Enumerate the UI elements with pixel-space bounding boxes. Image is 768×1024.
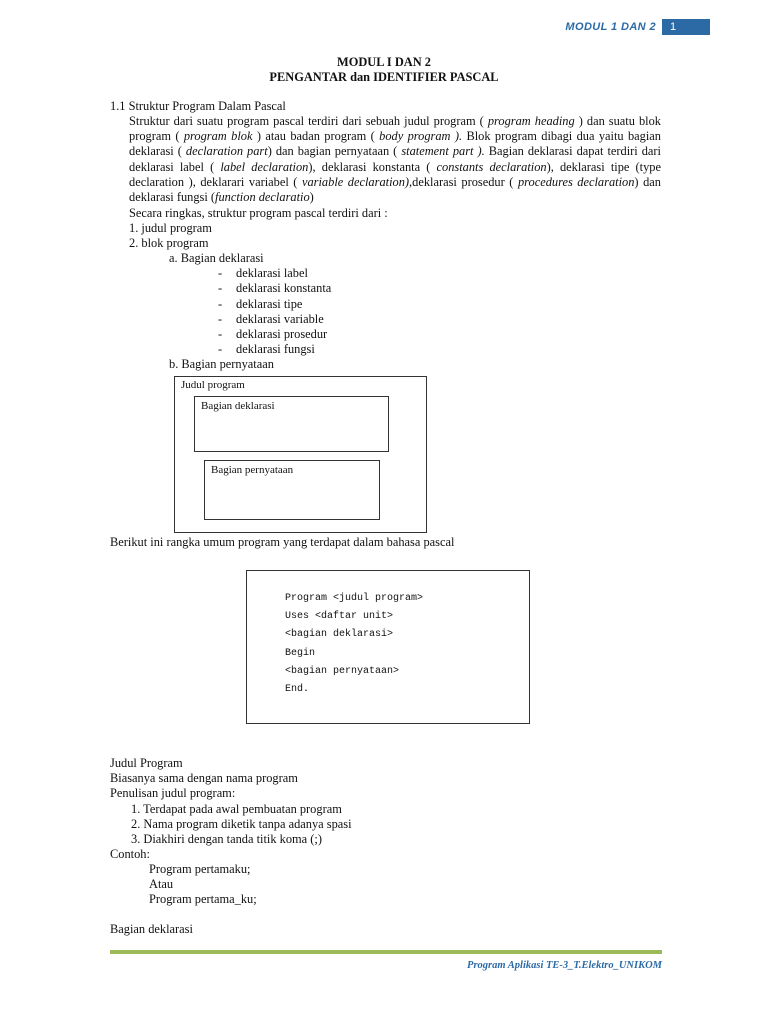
code-line: Begin: [285, 648, 316, 659]
decl-item: deklarasi variable: [236, 312, 324, 326]
judul-line: Biasanya sama dengan nama program: [110, 771, 298, 785]
code-line: Uses <daftar unit>: [285, 611, 394, 622]
judul-heading: Judul Program: [110, 756, 183, 770]
diagram-stmt-label: Bagian pernyataan: [211, 464, 294, 476]
dash-bullet: -: [218, 342, 223, 356]
list-item: 2. blok program: [129, 236, 209, 250]
rule-item: 3. Diakhiri dengan tanda titik koma (;): [131, 832, 322, 846]
doc-title-line2: PENGANTAR dan IDENTIFIER PASCAL: [269, 70, 499, 84]
dash-bullet: -: [218, 266, 223, 280]
code-skeleton-box: [246, 570, 530, 724]
next-section-heading: Bagian deklarasi: [110, 922, 193, 936]
rule-item: 1. Terdapat pada awal pembuatan program: [131, 802, 342, 816]
code-line: <bagian deklarasi>: [285, 629, 394, 640]
footer-rule: [110, 950, 662, 954]
section-heading: 1.1 Struktur Program Dalam Pascal: [110, 99, 286, 113]
code-line: <bagian pernyataan>: [285, 666, 400, 677]
contoh-label: Contoh:: [110, 847, 150, 861]
doc-title-line1: MODUL I DAN 2: [337, 55, 431, 69]
dash-bullet: -: [218, 297, 223, 311]
rule-item: 2. Nama program diketik tanpa adanya spasi: [131, 817, 352, 831]
list-item: 1. judul program: [129, 221, 212, 235]
code-intro: Berikut ini rangka umum program yang terdapat dalam bahasa pascal: [110, 535, 455, 549]
footer-text: Program Aplikasi TE-3_T.Elektro_UNIKOM: [467, 960, 662, 971]
diagram-decl-box: [194, 396, 389, 452]
intro-paragraph: Struktur dari suatu program pascal terdiri dari sebuah judul program ( program heading ) dan suatu blok program ( program blok ) atau badan program ( body program ). Blok program dibagi dua yaitu bagian deklarasi ( declaration part) dan bagian pernyataan ( statement part ). Bagian deklarasi dapat terdiri dari deklarasi label ( label declaration), deklarasi konstanta ( constants declaration), deklarasi tipe (type declaration ), deklarari variabel ( variable declaration),deklarasi prosedur ( procedures declaration) dan deklarasi fungsi (function declaratio): [129, 114, 662, 205]
header-module-label: MODUL 1 DAN 2: [565, 21, 656, 33]
code-line: Program <judul program>: [285, 593, 424, 604]
judul-line: Penulisan judul program:: [110, 786, 236, 800]
page-number-badge: 1: [662, 19, 710, 35]
summary-line: Secara ringkas, struktur program pascal terdiri dari :: [129, 206, 388, 220]
dash-bullet: -: [218, 281, 223, 295]
diagram-decl-label: Bagian deklarasi: [201, 400, 275, 412]
example-line: Program pertamaku;: [149, 862, 251, 876]
diagram-stmt-box: [204, 460, 380, 520]
example-line: Program pertama_ku;: [149, 892, 257, 906]
decl-item: deklarasi prosedur: [236, 327, 328, 341]
dash-bullet: -: [218, 312, 223, 326]
example-line: Atau: [149, 877, 174, 891]
decl-item: deklarasi label: [236, 266, 308, 280]
code-line: End.: [285, 684, 310, 695]
sub-item-b: b. Bagian pernyataan: [169, 357, 274, 371]
diagram-outer-label: Judul program: [181, 379, 245, 391]
decl-item: deklarasi tipe: [236, 297, 303, 311]
decl-item: deklarasi fungsi: [236, 342, 315, 356]
dash-bullet: -: [218, 327, 223, 341]
decl-item: deklarasi konstanta: [236, 281, 332, 295]
structure-diagram: [174, 376, 427, 533]
sub-item-a: a. Bagian deklarasi: [169, 251, 264, 265]
